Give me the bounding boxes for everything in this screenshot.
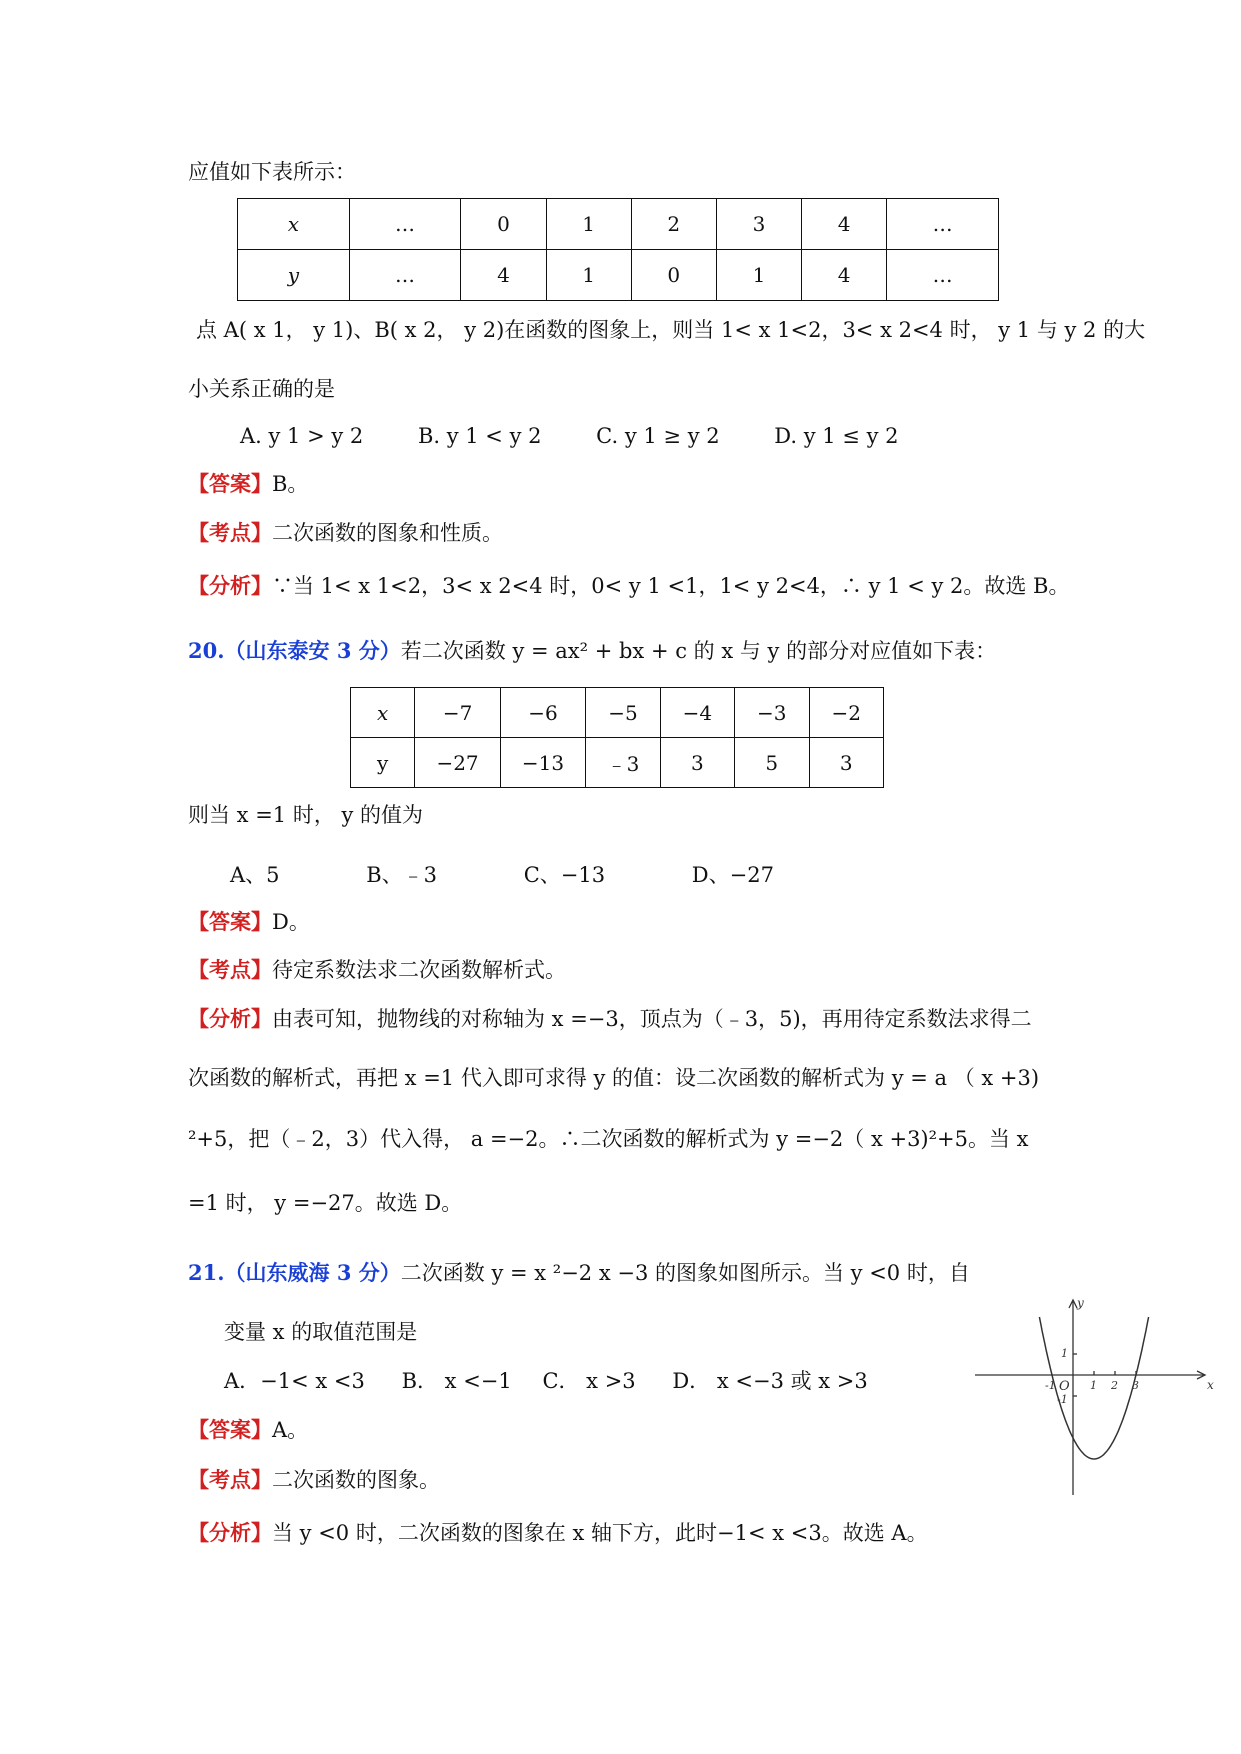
- option-c: C． x >3: [542, 1369, 636, 1393]
- q20-fenxi-4: =1 时， y =−27。故选 D。: [188, 1191, 463, 1215]
- x-axis-label: x: [1207, 1378, 1214, 1392]
- option-b: B、﹣3: [366, 863, 438, 887]
- option-d: D. y 1 ≤ y 2: [774, 424, 899, 448]
- q20-ask: 则当 x =1 时， y 的值为: [188, 803, 424, 827]
- q21-options: [224, 1366, 916, 1396]
- table-row: x … 0 1 2 3 4 …: [238, 199, 999, 250]
- q20-options: [230, 860, 822, 890]
- x-tick-label: 3: [1132, 1379, 1139, 1392]
- option-a: A．−1< x <3: [224, 1369, 365, 1393]
- table-row: x −7 −6 −5 −4 −3 −2: [351, 688, 884, 738]
- option-c: C、−13: [523, 863, 606, 887]
- q19-answer: 【答案】B。: [188, 471, 309, 496]
- q20-answer: 【答案】D。: [188, 909, 310, 934]
- option-d: D． x <−3 或 x >3: [672, 1369, 868, 1393]
- table-20: [350, 687, 884, 788]
- q19-stem-2: 小关系正确的是: [188, 377, 335, 401]
- option-d: D、−27: [691, 863, 774, 887]
- option-b: B. y 1 < y 2: [417, 424, 542, 448]
- q19-stem-1: 点 A( x 1， y 1)、B( x 2， y 2)在函数的图象上，则当 1< x 1<2，3< x 2<4 时， y 1 与 y 2 的大: [196, 318, 1146, 342]
- option-c: C. y 1 ≥ y 2: [596, 424, 720, 448]
- option-a: A. y 1 > y 2: [240, 424, 364, 448]
- q21-fenxi: 【分析】当 y <0 时，二次函数的图象在 x 轴下方，此时−1< x <3。故选 A。: [188, 1520, 928, 1545]
- q21-answer: 【答案】A。: [188, 1417, 309, 1442]
- intro-text: 应值如下表所示：: [188, 160, 356, 184]
- option-b: B． x <−1: [401, 1369, 512, 1393]
- x-tick-label: -1: [1045, 1379, 1056, 1392]
- q20-fenxi-1: 【分析】由表可知，抛物线的对称轴为 x =−3，顶点为（﹣3，5)，再用待定系数法求得二: [188, 1006, 1032, 1031]
- q20-kaodian: 【考点】待定系数法求二次函数解析式。: [188, 957, 566, 982]
- x-tick-label: 2: [1111, 1379, 1118, 1392]
- table-19: [237, 198, 999, 301]
- option-a: A、5: [230, 863, 280, 887]
- q20-fenxi-2: 次函数的解析式，再把 x =1 代入即可求得 y 的值：设二次函数的解析式为 y = a （ x +3): [188, 1066, 1040, 1090]
- parabola-graph: [975, 1295, 1220, 1500]
- q19-kaodian: 【考点】二次函数的图象和性质。: [188, 520, 503, 545]
- x-tick-label: 1: [1090, 1379, 1097, 1392]
- q20-stem: 20.（山东泰安 3 分）若二次函数 y = ax² + bx + c 的 x 与 y 的部分对应值如下表：: [188, 638, 997, 663]
- y-axis-label: y: [1077, 1296, 1084, 1310]
- origin-label: O: [1059, 1379, 1070, 1394]
- q19-fenxi: 【分析】∵当 1< x 1<2，3< x 2<4 时，0< y 1 <1，1< y 2<4，∴ y 1 < y 2。故选 B。: [188, 573, 1070, 598]
- q21-stem-2: 变量 x 的取值范围是: [224, 1320, 418, 1344]
- q21-kaodian: 【考点】二次函数的图象。: [188, 1467, 440, 1492]
- table-row: y … 4 1 0 1 4 …: [238, 250, 999, 301]
- table-row: y −27 −13 ﹣3 3 5 3: [351, 738, 884, 788]
- q20-fenxi-3: ²+5，把（﹣2，3）代入得， a =−2。∴二次函数的解析式为 y =−2（ x +3)²+5。当 x: [188, 1127, 1029, 1151]
- q21-stem-1: 21.（山东威海 3 分）二次函数 y = x ²−2 x −3 的图象如图所示。当 y <0 时，自: [188, 1260, 970, 1285]
- y-tick-label: -1: [1057, 1393, 1068, 1406]
- y-tick-label: 1: [1061, 1347, 1068, 1360]
- q19-options: [240, 421, 946, 451]
